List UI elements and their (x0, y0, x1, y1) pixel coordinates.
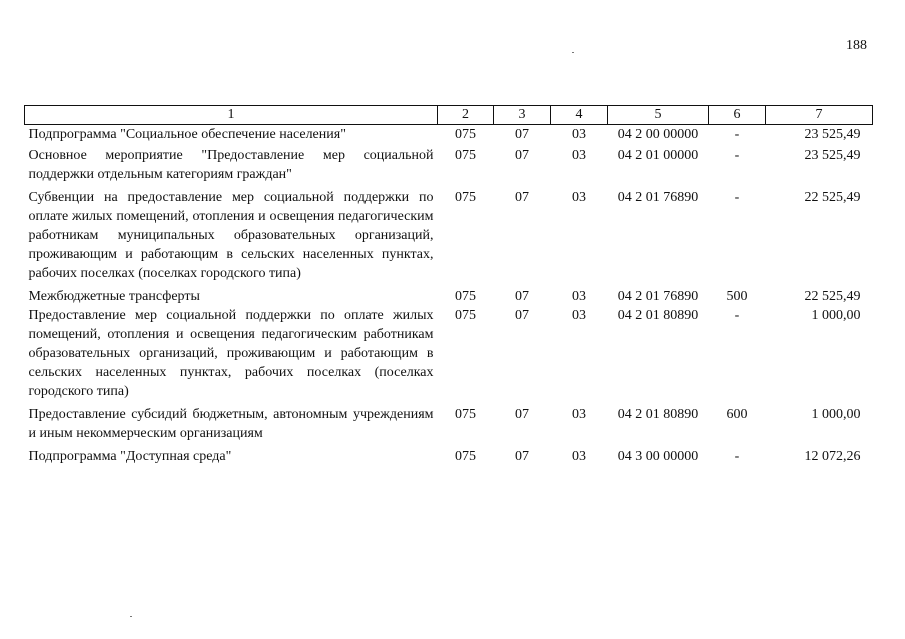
row-col-5: 04 2 01 80890 (617, 308, 699, 323)
header-col-6: 6 (709, 106, 766, 125)
row-col-3: 07 (515, 449, 529, 464)
row-col-2: 075 (455, 148, 476, 163)
table-row (25, 443, 873, 466)
row-amount: 1 000,00 (811, 308, 861, 323)
row-col-5: 04 3 00 00000 (617, 449, 699, 464)
row-col-3: 07 (515, 407, 529, 422)
row-description: Субвенции на предоставление мер социальной поддержки по оплате жилых помещений, отопления и освещения педагогическим работникам муниципальных образовательных организаций, проживающим и работающим в сельских населенных пунктах, рабочих поселках (поселках городского типа) (28, 190, 434, 281)
row-description: Предоставление мер социальной поддержки по оплате жилых помещений, отопления и освещения педагогическим работникам образовательных организаций, проживающим и работающим в сельских населенных пунктах, рабочих поселках (поселках городского типа) (28, 308, 434, 399)
header-row (25, 106, 873, 125)
row-amount: 1 000,00 (811, 407, 861, 422)
table-row (25, 306, 873, 401)
row-col-3: 07 (515, 148, 529, 163)
table-row (25, 283, 873, 306)
row-col-4: 03 (572, 449, 586, 464)
header-col-2: 2 (438, 106, 494, 125)
header-col-4: 4 (551, 106, 608, 125)
row-description: Подпрограмма "Доступная среда" (28, 449, 232, 464)
row-description: Подпрограмма "Социальное обеспечение населения" (28, 127, 346, 142)
row-col-2: 075 (455, 449, 476, 464)
row-amount: 23 525,49 (804, 127, 861, 142)
row-col-4: 03 (572, 127, 586, 142)
row-amount: 12 072,26 (804, 449, 861, 464)
table-row (25, 144, 873, 184)
table-row (25, 401, 873, 443)
header-col-3: 3 (494, 106, 551, 125)
row-col-4: 03 (572, 289, 586, 304)
row-col-2: 075 (455, 127, 476, 142)
page-number: 188 (846, 38, 867, 53)
row-col-5: 04 2 00 00000 (617, 127, 699, 142)
row-col-4: 03 (572, 148, 586, 163)
row-description: Основное мероприятие "Предоставление мер социальной поддержки отдельным категориям граждан" (28, 148, 434, 182)
table-row (25, 184, 873, 283)
row-description: Межбюджетные трансферты (28, 289, 200, 304)
row-col-2: 075 (455, 407, 476, 422)
table-header (25, 106, 873, 125)
row-col-6: - (734, 148, 740, 163)
row-col-3: 07 (515, 289, 529, 304)
row-description: Предоставление субсидий бюджетным, автономным учреждениям и иным некоммерческим организациям (28, 407, 434, 441)
row-col-2: 075 (455, 190, 476, 205)
table-body (25, 125, 873, 467)
row-col-6: 500 (726, 289, 748, 304)
header-col-1: 1 (25, 106, 438, 125)
row-col-6: - (734, 127, 740, 142)
header-col-5: 5 (608, 106, 709, 125)
header-col-7: 7 (766, 106, 873, 125)
row-col-4: 03 (572, 407, 586, 422)
row-amount: 23 525,49 (804, 148, 861, 163)
table-row (25, 125, 873, 145)
row-col-2: 075 (455, 289, 476, 304)
row-amount: 22 525,49 (804, 190, 861, 205)
row-col-5: 04 2 01 00000 (617, 148, 699, 163)
row-col-6: 600 (726, 407, 748, 422)
row-col-6: - (734, 308, 740, 323)
row-col-4: 03 (572, 190, 586, 205)
scan-speck (130, 616, 132, 617)
row-col-5: 04 2 01 76890 (617, 289, 699, 304)
row-col-3: 07 (515, 308, 529, 323)
row-col-6: - (734, 449, 740, 464)
row-col-5: 04 2 01 76890 (617, 190, 699, 205)
budget-table (24, 105, 873, 466)
row-col-2: 075 (455, 308, 476, 323)
row-col-6: - (734, 190, 740, 205)
row-col-5: 04 2 01 80890 (617, 407, 699, 422)
row-amount: 22 525,49 (804, 289, 861, 304)
scan-speck (572, 52, 574, 53)
row-col-3: 07 (515, 127, 529, 142)
row-col-4: 03 (572, 308, 586, 323)
row-col-3: 07 (515, 190, 529, 205)
